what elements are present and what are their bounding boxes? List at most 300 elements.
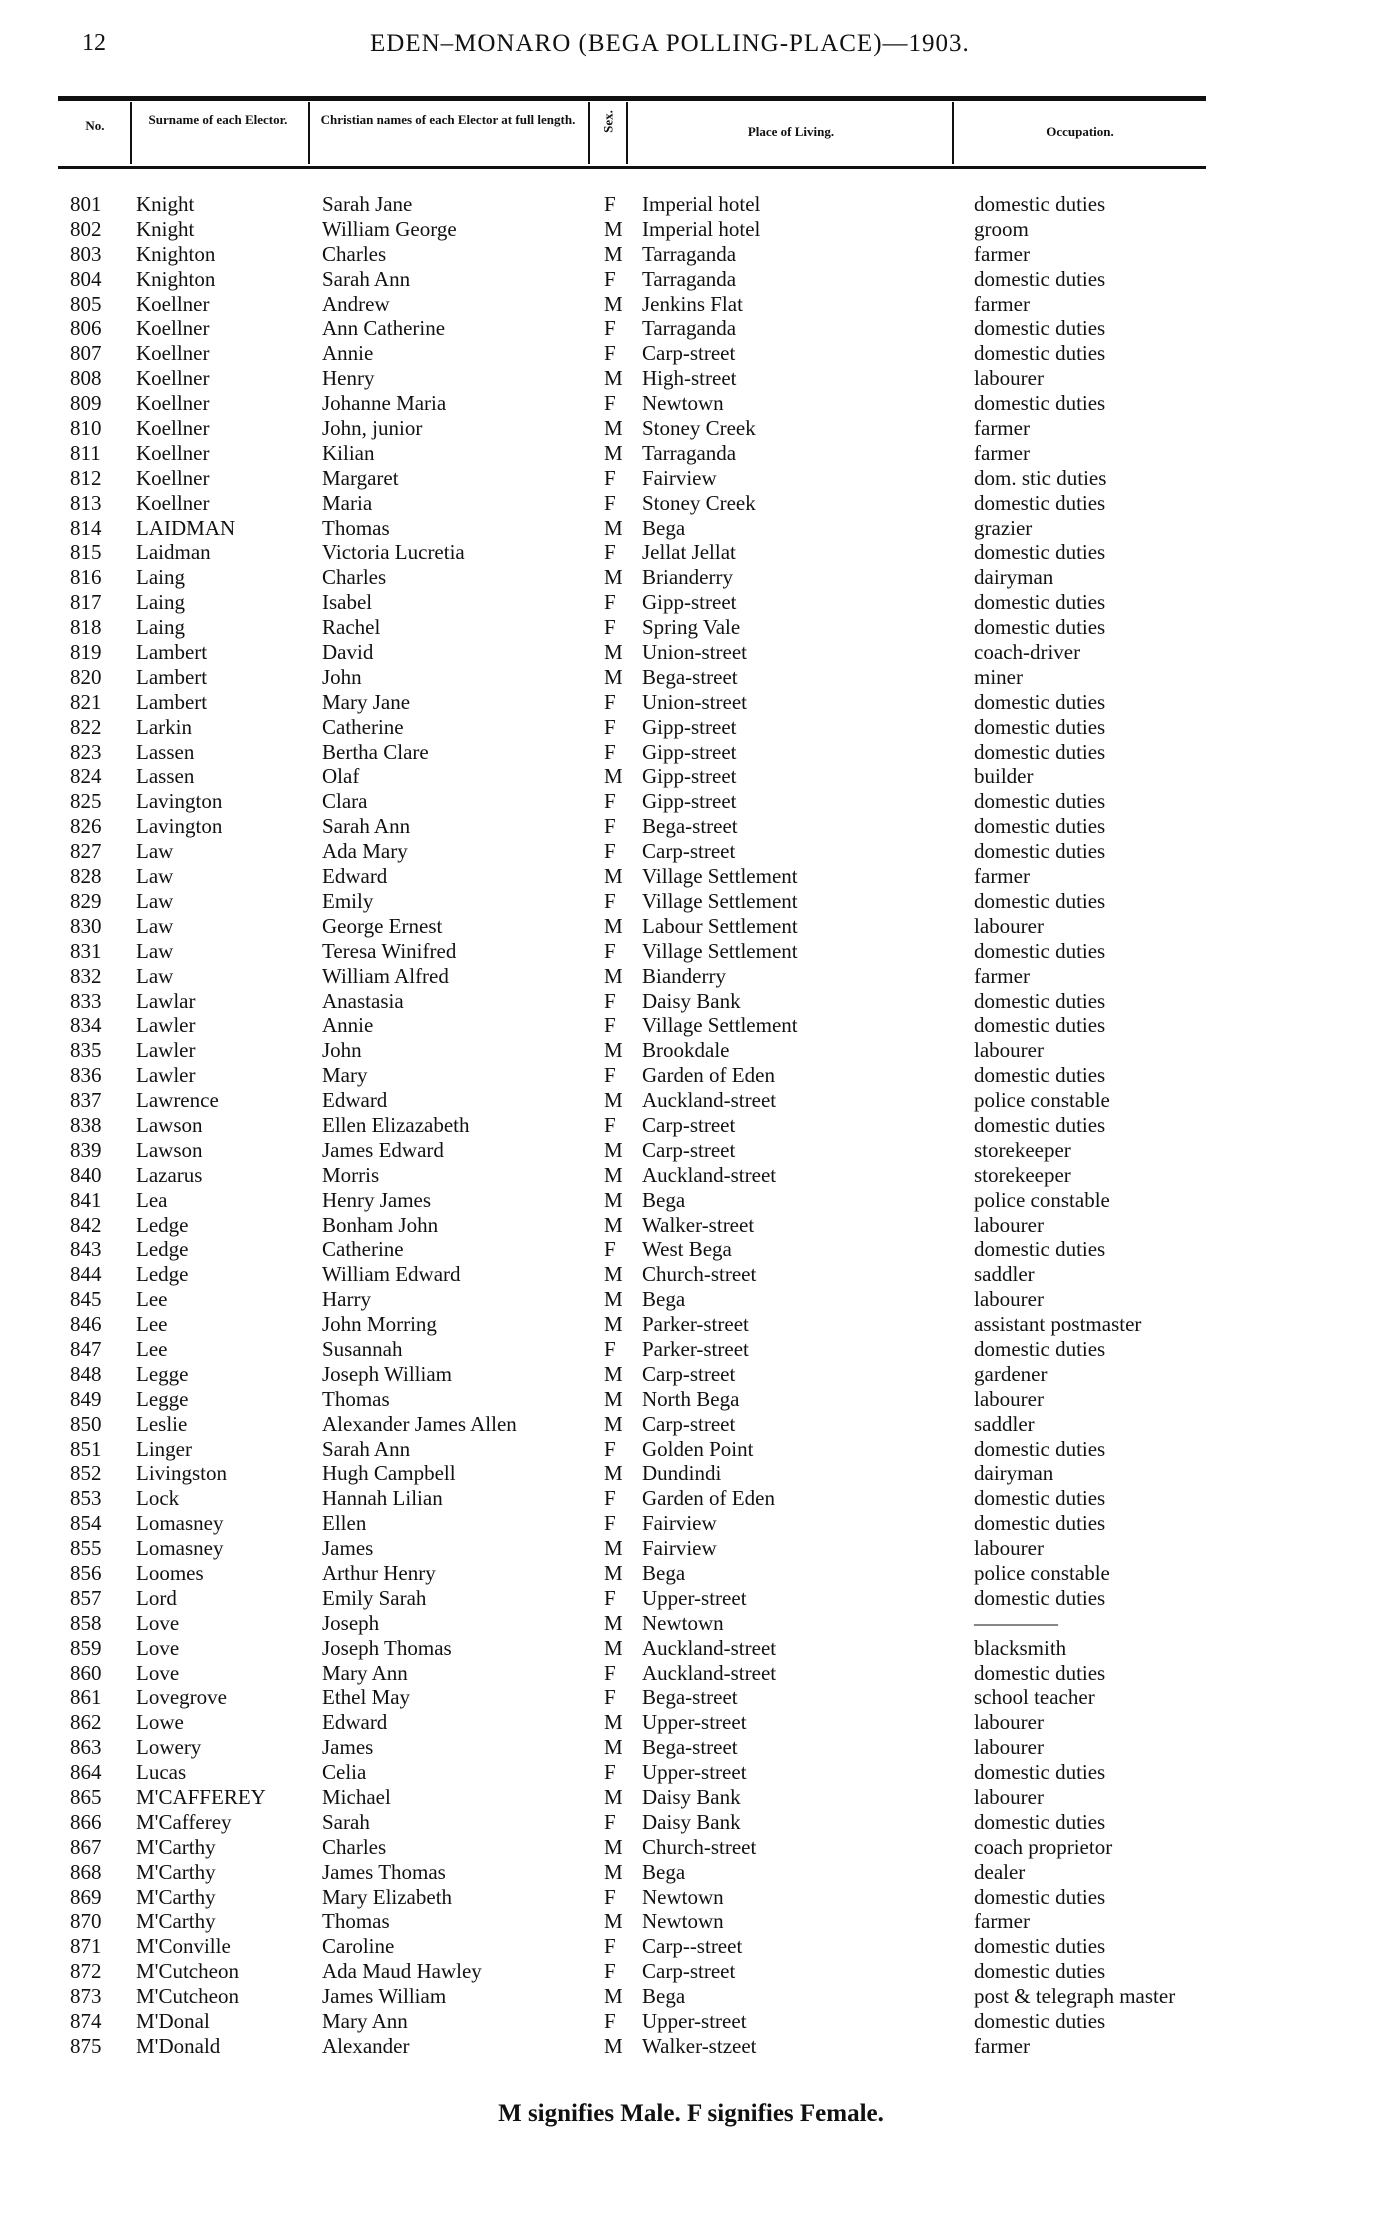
elector-number: 801 (70, 192, 102, 216)
elector-occupation: ———— (974, 1610, 1058, 1635)
elector-occupation: domestic duties (974, 391, 1106, 416)
elector-place-of-living: Upper-street (642, 1760, 747, 1785)
elector-occupation: saddler (974, 1262, 1035, 1287)
elector-sex: M (604, 1635, 623, 1660)
elector-place-of-living: Tarraganda (642, 241, 737, 266)
column-divider (952, 102, 954, 164)
elector-number: 839 (70, 1137, 102, 1162)
elector-sex: M (604, 1710, 623, 1735)
elector-christian-names: Ada Mary (322, 839, 408, 864)
elector-christian-names: Caroline (322, 1934, 395, 1959)
elector-surname: Lawler (136, 1013, 196, 1038)
elector-occupation: domestic duties (974, 1336, 1106, 1361)
elector-number: 811 (70, 440, 101, 465)
elector-christian-names: Sarah Ann (322, 266, 411, 291)
footer-note: M signifies Male. F signifies Female. (498, 2100, 884, 2127)
elector-sex: M (604, 664, 623, 689)
elector-occupation: domestic duties (974, 814, 1106, 839)
column-header-occupation: Occupation. (1046, 124, 1114, 139)
elector-christian-names: Andrew (322, 291, 390, 316)
elector-surname: M'Donal (136, 2009, 210, 2034)
elector-place-of-living: Bega (642, 1560, 686, 1585)
elector-surname: Lee (136, 1287, 168, 1312)
elector-place-of-living: Upper-street (642, 2009, 747, 2034)
elector-place-of-living: Newtown (642, 1610, 724, 1635)
table-row (0, 715, 1382, 740)
elector-christian-names: Catherine (322, 714, 404, 739)
elector-place-of-living: Gipp-street (642, 590, 737, 615)
elector-surname: Koellner (136, 440, 210, 465)
elector-place-of-living: Village Settlement (642, 888, 798, 913)
table-row (0, 1412, 1382, 1437)
elector-sex: F (604, 540, 616, 565)
elector-occupation: domestic duties (974, 839, 1106, 864)
elector-surname: Legge (136, 1361, 189, 1386)
elector-place-of-living: Bianderry (642, 963, 726, 988)
elector-sex: F (604, 1685, 616, 1710)
elector-place-of-living: Garden of Eden (642, 1063, 775, 1088)
elector-sex: F (604, 341, 616, 366)
elector-occupation: domestic duties (974, 540, 1106, 565)
table-row (0, 1760, 1382, 1785)
elector-christian-names: Margaret (322, 465, 399, 490)
elector-place-of-living: Parker-street (642, 1336, 749, 1361)
elector-occupation: domestic duties (974, 266, 1106, 291)
elector-surname: Koellner (136, 490, 210, 515)
elector-christian-names: James Edward (322, 1137, 444, 1162)
elector-surname: Law (136, 888, 174, 913)
elector-occupation: groom (974, 216, 1029, 241)
elector-number: 813 (70, 490, 102, 515)
elector-occupation: assistant postmaster (974, 1312, 1142, 1337)
elector-christian-names: Mary Ann (322, 2009, 408, 2034)
table-row (0, 1038, 1382, 1063)
elector-number: 808 (70, 366, 102, 391)
elector-number: 830 (70, 913, 102, 938)
elector-christian-names: Sarah Ann (322, 1436, 411, 1461)
table-row (0, 1088, 1382, 1113)
elector-number: 851 (70, 1436, 102, 1461)
elector-surname: M'Carthy (136, 1909, 216, 1934)
table-row (0, 914, 1382, 939)
elector-place-of-living: Auckland-street (642, 1660, 777, 1685)
elector-number: 820 (70, 664, 102, 689)
elector-place-of-living: Dundindi (642, 1461, 722, 1486)
elector-occupation: farmer (974, 1909, 1030, 1934)
elector-christian-names: John (322, 1038, 362, 1063)
elector-number: 838 (70, 1112, 102, 1137)
table-row (0, 640, 1382, 665)
elector-place-of-living: Gipp-street (642, 739, 737, 764)
elector-sex: M (604, 416, 623, 441)
elector-sex: F (604, 1760, 616, 1785)
elector-place-of-living: Stoney Creek (642, 416, 756, 441)
elector-surname: Lambert (136, 689, 208, 714)
elector-surname: Koellner (136, 341, 210, 366)
elector-place-of-living: Carp-street (642, 1411, 736, 1436)
elector-surname: Lowery (136, 1735, 202, 1760)
table-row (0, 1387, 1382, 1412)
elector-sex: F (604, 1511, 616, 1536)
elector-surname: Lock (136, 1486, 180, 1511)
elector-occupation: labourer (974, 1386, 1044, 1411)
elector-place-of-living: Union-street (642, 640, 747, 665)
elector-occupation: school teacher (974, 1685, 1095, 1710)
elector-number: 864 (70, 1760, 102, 1785)
elector-christian-names: Sarah Jane (322, 192, 413, 216)
elector-number: 826 (70, 814, 102, 839)
elector-number: 832 (70, 963, 102, 988)
elector-surname: Lawrence (136, 1088, 219, 1113)
elector-christian-names: John (322, 664, 362, 689)
elector-christian-names: Clara (322, 789, 368, 814)
elector-surname: M'Carthy (136, 1834, 216, 1859)
elector-number: 845 (70, 1287, 102, 1312)
elector-occupation: police constable (974, 1187, 1110, 1212)
elector-place-of-living: Newtown (642, 391, 724, 416)
elector-number: 859 (70, 1635, 102, 1660)
elector-christian-names: Hannah Lilian (322, 1486, 443, 1511)
elector-christian-names: Thomas (322, 515, 390, 540)
elector-place-of-living: Carp-street (642, 341, 736, 366)
elector-sex: M (604, 1386, 623, 1411)
column-header-no: No. (85, 118, 105, 133)
elector-surname: Lucas (136, 1760, 187, 1785)
elector-number: 865 (70, 1785, 102, 1809)
elector-place-of-living: Bega-street (642, 664, 738, 689)
elector-surname: Lomasney (136, 1511, 224, 1536)
elector-christian-names: Catherine (322, 1237, 404, 1262)
elector-number: 856 (70, 1560, 102, 1585)
elector-sex: F (604, 615, 616, 640)
elector-sex: M (604, 1735, 623, 1760)
elector-occupation: domestic duties (974, 2009, 1106, 2034)
elector-number: 807 (70, 341, 102, 366)
elector-number: 829 (70, 888, 102, 913)
elector-surname: Love (136, 1660, 180, 1685)
table-row (0, 192, 1382, 217)
elector-surname: Lord (136, 1585, 177, 1610)
elector-surname: Loomes (136, 1560, 204, 1585)
elector-sex: M (604, 1610, 623, 1635)
elector-surname: Laing (136, 590, 185, 615)
table-row (0, 690, 1382, 715)
elector-surname: Larkin (136, 714, 192, 739)
table-row (0, 2034, 1382, 2059)
elector-sex: F (604, 689, 616, 714)
elector-sex: F (604, 839, 616, 864)
elector-occupation: farmer (974, 440, 1030, 465)
table-row (0, 491, 1382, 516)
elector-sex: M (604, 1262, 623, 1287)
elector-number: 850 (70, 1411, 102, 1436)
table-row (0, 1835, 1382, 1860)
elector-place-of-living: Gipp-street (642, 714, 737, 739)
table-row (0, 1536, 1382, 1561)
elector-sex: F (604, 988, 616, 1013)
elector-surname: Knighton (136, 241, 216, 266)
elector-number: 810 (70, 416, 102, 441)
table-row (0, 316, 1382, 341)
elector-christian-names: David (322, 640, 374, 665)
elector-occupation: domestic duties (974, 1585, 1106, 1610)
table-row (0, 267, 1382, 292)
table-row (0, 292, 1382, 317)
elector-christian-names: Ellen (322, 1511, 367, 1536)
table-row (0, 1511, 1382, 1536)
elector-christian-names: Mary Elizabeth (322, 1884, 453, 1909)
elector-occupation: domestic duties (974, 714, 1106, 739)
table-row (0, 441, 1382, 466)
elector-occupation: storekeeper (974, 1162, 1071, 1187)
elector-number: 804 (70, 266, 102, 291)
elector-number: 806 (70, 316, 102, 341)
elector-surname: Laing (136, 615, 185, 640)
elector-place-of-living: Auckland-street (642, 1162, 777, 1187)
elector-christian-names: Sarah (322, 1809, 370, 1834)
elector-place-of-living: Walker-street (642, 1212, 755, 1237)
table-row (0, 764, 1382, 789)
elector-place-of-living: Upper-street (642, 1710, 747, 1735)
elector-number: 858 (70, 1610, 102, 1635)
elector-surname: Leslie (136, 1411, 188, 1436)
elector-place-of-living: Parker-street (642, 1312, 749, 1337)
elector-number: 833 (70, 988, 102, 1013)
elector-christian-names: Ellen Elizazabeth (322, 1112, 470, 1137)
elector-christian-names: Mary (322, 1063, 368, 1088)
elector-sex: F (604, 2009, 616, 2034)
elector-place-of-living: Bega-street (642, 814, 738, 839)
elector-surname: Lee (136, 1336, 168, 1361)
elector-christian-names: William George (322, 216, 457, 241)
elector-number: 872 (70, 1959, 102, 1984)
elector-place-of-living: Bega (642, 1859, 686, 1884)
elector-sex: M (604, 1287, 623, 1312)
table-row (0, 1685, 1382, 1710)
table-row (0, 864, 1382, 889)
column-divider (626, 102, 628, 164)
table-row (0, 391, 1382, 416)
table-row (0, 1909, 1382, 1934)
elector-sex: M (604, 1536, 623, 1561)
column-divider (588, 102, 590, 164)
elector-occupation: domestic duties (974, 888, 1106, 913)
elector-number: 848 (70, 1361, 102, 1386)
header-rule-top (58, 96, 1206, 101)
elector-sex: F (604, 1934, 616, 1959)
elector-sex: M (604, 1088, 623, 1113)
table-row (0, 1138, 1382, 1163)
elector-christian-names: Ada Maud Hawley (322, 1959, 482, 1984)
elector-surname: Knight (136, 216, 195, 241)
elector-number: 846 (70, 1312, 102, 1337)
elector-number: 874 (70, 2009, 102, 2034)
elector-number: 823 (70, 739, 102, 764)
table-row (0, 1063, 1382, 1088)
elector-occupation: domestic duties (974, 1809, 1106, 1834)
elector-number: 816 (70, 565, 102, 590)
elector-surname: M'Donald (136, 2033, 221, 2058)
elector-surname: Love (136, 1635, 180, 1660)
elector-number: 868 (70, 1859, 102, 1884)
elector-number: 836 (70, 1063, 102, 1088)
elector-place-of-living: Brianderry (642, 565, 733, 590)
table-row (0, 1586, 1382, 1611)
elector-sex: M (604, 241, 623, 266)
elector-christian-names: John Morring (322, 1312, 437, 1337)
elector-sex: M (604, 565, 623, 590)
elector-occupation: grazier (974, 515, 1033, 540)
elector-surname: Law (136, 963, 174, 988)
elector-occupation: post & telegraph master (974, 1984, 1176, 2009)
elector-christian-names: Sarah Ann (322, 814, 411, 839)
elector-occupation: domestic duties (974, 1436, 1106, 1461)
elector-sex: M (604, 1312, 623, 1337)
elector-surname: M'Cutcheon (136, 1959, 239, 1984)
elector-sex: F (604, 888, 616, 913)
elector-christian-names: Anastasia (322, 988, 404, 1013)
elector-number: 809 (70, 391, 102, 416)
elector-christian-names: Charles (322, 565, 387, 590)
elector-occupation: labourer (974, 1212, 1044, 1237)
elector-number: 825 (70, 789, 102, 814)
elector-place-of-living: Brookdale (642, 1038, 730, 1063)
elector-number: 866 (70, 1809, 102, 1834)
elector-christian-names: Rachel (322, 615, 381, 640)
elector-surname: Knighton (136, 266, 216, 291)
table-row (0, 217, 1382, 242)
elector-christian-names: James (322, 1536, 374, 1561)
elector-occupation: labourer (974, 1785, 1044, 1809)
elector-sex: M (604, 913, 623, 938)
elector-place-of-living: Walker-stzeet (642, 2033, 757, 2058)
elector-surname: Lawson (136, 1137, 203, 1162)
elector-surname: Lovegrove (136, 1685, 227, 1710)
table-row (0, 1163, 1382, 1188)
header-rule-bottom (58, 166, 1206, 169)
elector-sex: M (604, 291, 623, 316)
elector-number: 805 (70, 291, 102, 316)
elector-occupation: builder (974, 764, 1034, 789)
elector-place-of-living: Newtown (642, 1884, 724, 1909)
elector-sex: F (604, 1237, 616, 1262)
elector-sex: M (604, 1461, 623, 1486)
elector-sex: M (604, 515, 623, 540)
table-row (0, 889, 1382, 914)
elector-place-of-living: Carp-street (642, 1112, 736, 1137)
elector-sex: M (604, 216, 623, 241)
elector-place-of-living: Gipp-street (642, 789, 737, 814)
elector-sex: M (604, 1411, 623, 1436)
elector-sex: F (604, 739, 616, 764)
elector-surname: Lassen (136, 739, 195, 764)
elector-number: 875 (70, 2033, 102, 2058)
elector-christian-names: Edward (322, 1710, 388, 1735)
elector-christian-names: Alexander James Allen (322, 1411, 517, 1436)
elector-christian-names: Victoria Lucretia (322, 540, 465, 565)
elector-number: 863 (70, 1735, 102, 1760)
elector-christian-names: Celia (322, 1760, 367, 1785)
elector-christian-names: Charles (322, 1834, 387, 1859)
elector-number: 871 (70, 1934, 102, 1959)
elector-place-of-living: Garden of Eden (642, 1486, 775, 1511)
table-row (0, 1611, 1382, 1636)
elector-christian-names: Ethel May (322, 1685, 411, 1710)
elector-number: 821 (70, 689, 102, 714)
table-row (0, 1013, 1382, 1038)
elector-sex: F (604, 714, 616, 739)
elector-surname: Lavington (136, 814, 223, 839)
elector-place-of-living: Jenkins Flat (642, 291, 743, 316)
elector-surname: Koellner (136, 366, 210, 391)
table-row (0, 1860, 1382, 1885)
table-row (0, 964, 1382, 989)
elector-surname: Law (136, 913, 174, 938)
elector-place-of-living: Tarraganda (642, 316, 737, 341)
elector-sex: M (604, 1560, 623, 1585)
table-row (0, 540, 1382, 565)
elector-occupation: domestic duties (974, 739, 1106, 764)
elector-number: 843 (70, 1237, 102, 1262)
elector-sex: M (604, 864, 623, 889)
elector-occupation: farmer (974, 864, 1030, 889)
elector-place-of-living: Carp-street (642, 1137, 736, 1162)
elector-occupation: domestic duties (974, 1112, 1106, 1137)
elector-sex: M (604, 1137, 623, 1162)
elector-christian-names: Bonham John (322, 1212, 439, 1237)
elector-occupation: coach proprietor (974, 1834, 1113, 1859)
elector-occupation: domestic duties (974, 689, 1106, 714)
elector-sex: F (604, 1809, 616, 1834)
elector-christian-names: Thomas (322, 1386, 390, 1411)
elector-sex: F (604, 814, 616, 839)
elector-christian-names: William Edward (322, 1262, 461, 1287)
elector-christian-names: Teresa Winifred (322, 938, 457, 963)
elector-christian-names: James William (322, 1984, 447, 2009)
elector-surname: Koellner (136, 391, 210, 416)
elector-number: 873 (70, 1984, 102, 2009)
elector-surname: Lambert (136, 640, 208, 665)
elector-surname: M'Carthy (136, 1859, 216, 1884)
elector-occupation: domestic duties (974, 615, 1106, 640)
elector-christian-names: Thomas (322, 1909, 390, 1934)
elector-list (0, 192, 1382, 2059)
elector-sex: M (604, 1162, 623, 1187)
elector-christian-names: John, junior (322, 416, 423, 441)
elector-surname: Law (136, 864, 174, 889)
elector-christian-names: Mary Jane (322, 689, 411, 714)
elector-place-of-living: West Bega (642, 1237, 732, 1262)
elector-surname: Ledge (136, 1212, 189, 1237)
elector-number: 828 (70, 864, 102, 889)
elector-occupation: labourer (974, 1536, 1044, 1561)
elector-sex: F (604, 465, 616, 490)
elector-occupation: dairyman (974, 1461, 1054, 1486)
elector-number: 849 (70, 1386, 102, 1411)
elector-christian-names: Annie (322, 341, 374, 366)
elector-surname: M'Cutcheon (136, 1984, 239, 2009)
table-row (0, 1710, 1382, 1735)
elector-surname: Lawlar (136, 988, 196, 1013)
elector-surname: Laing (136, 565, 185, 590)
elector-sex: M (604, 1785, 623, 1809)
table-row (0, 939, 1382, 964)
elector-occupation: miner (974, 664, 1023, 689)
elector-number: 841 (70, 1187, 102, 1212)
elector-occupation: police constable (974, 1560, 1110, 1585)
elector-surname: Koellner (136, 416, 210, 441)
elector-number: 835 (70, 1038, 102, 1063)
